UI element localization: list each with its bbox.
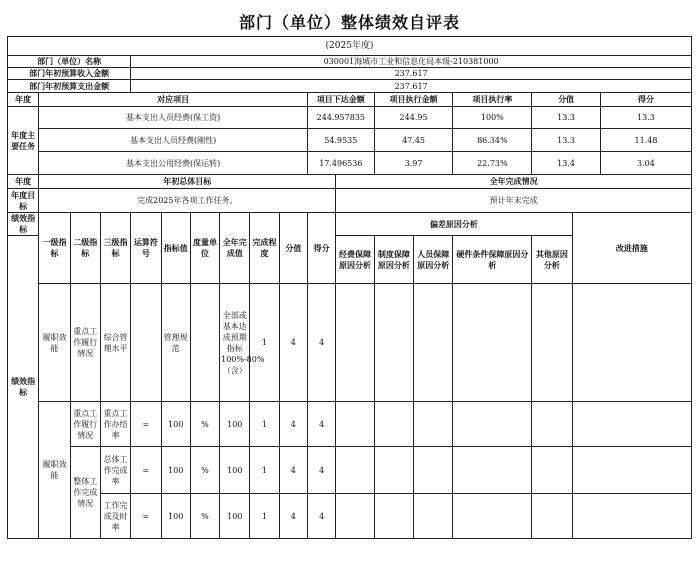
ind-index-value: 100 xyxy=(161,447,190,494)
ind-col-dev-system: 制度保障原因分析 xyxy=(374,236,413,284)
ind-dev-other xyxy=(532,402,572,447)
ind-col-dev-other: 其他原因分析 xyxy=(532,236,572,284)
ind-score: 4 xyxy=(307,402,335,447)
ind-col-level2: 二级指标 xyxy=(70,213,100,284)
ind-dev-system xyxy=(374,284,413,402)
ind-degree: 1 xyxy=(250,402,279,447)
tasks-col-score: 得分 xyxy=(600,93,691,107)
ind-dev-staff xyxy=(414,447,453,494)
ind-score: 4 xyxy=(307,284,335,402)
task-score: 13.3 xyxy=(600,107,691,129)
tasks-col-allocated: 项目下达金额 xyxy=(307,93,374,107)
ind-annual: 100 xyxy=(220,447,250,494)
ind-score-value: 4 xyxy=(279,447,307,494)
task-score: 11.48 xyxy=(600,129,691,152)
ind-score-value: 4 xyxy=(279,494,307,539)
ind-operator: = xyxy=(131,447,161,494)
tasks-year-label: 年度 xyxy=(8,93,39,107)
expense-label: 部门年初预算支出金额 xyxy=(8,80,131,93)
income-value: 237.617 xyxy=(131,68,692,80)
ind-measures xyxy=(572,284,691,402)
ind-dev-system xyxy=(374,402,413,447)
ind-level1: 履职效能 xyxy=(39,284,70,402)
ind-dev-hardware xyxy=(453,447,532,494)
ind-dev-funding xyxy=(336,402,374,447)
tasks-col-item: 对应项目 xyxy=(39,93,308,107)
ind-level2: 重点工作履行情况 xyxy=(70,284,100,402)
ind-index-value: 管理规范 xyxy=(161,284,190,402)
measures-header: 改进措施 xyxy=(572,213,691,284)
ind-unit: % xyxy=(190,447,219,494)
ind-col-annual: 全年完成值 xyxy=(220,213,250,284)
task-score-value: 13.4 xyxy=(532,152,601,175)
ind-unit: % xyxy=(190,402,219,447)
year-note: (2025年度) xyxy=(8,37,692,56)
ind-dev-system xyxy=(374,494,413,539)
task-executed: 244.95 xyxy=(374,107,453,129)
ind-operator: = xyxy=(131,494,161,539)
ind-level2: 重点工作履行情况 xyxy=(70,402,100,447)
task-allocated: 54.9535 xyxy=(307,129,374,152)
ind-col-level1: 一级指标 xyxy=(39,213,70,284)
task-rate: 22.73% xyxy=(453,152,532,175)
ind-dev-other xyxy=(532,284,572,402)
ind-col-dev-funding: 经费保障原因分析 xyxy=(336,236,374,284)
ind-col-score: 得分 xyxy=(307,213,335,284)
goals-completion-header: 全年完成情况 xyxy=(336,175,692,189)
page-title: 部门（单位）整体绩效自评表 xyxy=(238,13,460,32)
ind-dev-other xyxy=(532,447,572,494)
task-rate: 86.34% xyxy=(453,129,532,152)
ind-unit: % xyxy=(190,494,219,539)
ind-dev-funding xyxy=(336,284,374,402)
goals-year-label: 年度 xyxy=(8,175,39,189)
ind-dev-staff xyxy=(414,402,453,447)
ind-operator: = xyxy=(131,402,161,447)
income-label: 部门年初预算收入金额 xyxy=(8,68,131,80)
ind-degree: 1 xyxy=(250,447,279,494)
task-score: 3.04 xyxy=(600,152,691,175)
ind-score-value: 4 xyxy=(279,402,307,447)
ind-annual: 100 xyxy=(220,494,250,539)
ind-dev-hardware xyxy=(453,284,532,402)
ind-level3: 综合管理水平 xyxy=(100,284,130,402)
unit-name-label: 部门（单位）名称 xyxy=(8,56,131,68)
ind-measures xyxy=(572,447,691,494)
goals-completion-value: 预计年末完成 xyxy=(336,189,692,213)
ind-col-score-value: 分值 xyxy=(279,213,307,284)
ind-col-dev-staff: 人员保障原因分析 xyxy=(414,236,453,284)
task-executed: 47.45 xyxy=(374,129,453,152)
tasks-section-label: 年度主要任务 xyxy=(8,107,39,175)
ind-level3: 重点工作办结率 xyxy=(100,402,130,447)
ind-degree: 1 xyxy=(250,284,279,402)
task-score-value: 13.3 xyxy=(532,107,601,129)
goals-section-label: 年度目标 xyxy=(8,189,39,213)
task-rate: 100% xyxy=(453,107,532,129)
ind-col-operator: 运算符号 xyxy=(131,213,161,284)
ind-col-unit: 度量单位 xyxy=(190,213,219,284)
deviation-header: 偏差原因分析 xyxy=(336,213,572,236)
tasks-col-rate: 项目执行率 xyxy=(453,93,532,107)
ind-dev-staff xyxy=(414,284,453,402)
task-allocated: 17.496536 xyxy=(307,152,374,175)
ind-measures xyxy=(572,402,691,447)
task-item: 基本支出人员经费(刚性) xyxy=(39,129,308,152)
ind-score: 4 xyxy=(307,494,335,539)
ind-level3: 工作完成及时率 xyxy=(100,494,130,539)
ind-operator xyxy=(131,284,161,402)
tasks-col-score-value: 分值 xyxy=(532,93,601,107)
ind-measures xyxy=(572,494,691,539)
ind-dev-staff xyxy=(414,494,453,539)
task-item: 基本支出公用经费(保运转) xyxy=(39,152,308,175)
ind-col-dev-hardware: 硬件条件保障原因分析 xyxy=(453,236,532,284)
ind-unit xyxy=(190,284,219,402)
ind-index-value: 100 xyxy=(161,494,190,539)
ind-dev-other xyxy=(532,494,572,539)
ind-dev-funding xyxy=(336,447,374,494)
task-item: 基本支出人员经费(保工资) xyxy=(39,107,308,129)
tasks-col-executed: 项目执行金额 xyxy=(374,93,453,107)
ind-col-index-value: 指标值 xyxy=(161,213,190,284)
ind-level1: 履职效能 xyxy=(39,402,70,539)
expense-value: 237.617 xyxy=(131,80,692,93)
task-executed: 3.97 xyxy=(374,152,453,175)
ind-score: 4 xyxy=(307,447,335,494)
ind-dev-hardware xyxy=(453,402,532,447)
ind-degree: 1 xyxy=(250,494,279,539)
indicators-label-top: 绩效指标 xyxy=(8,213,39,236)
ind-col-degree: 完成程度 xyxy=(250,213,279,284)
indicators-label-side: 绩效指标 xyxy=(8,236,39,539)
ind-index-value: 100 xyxy=(161,402,190,447)
ind-level3: 总体工作完成率 xyxy=(100,447,130,494)
evaluation-table xyxy=(7,36,692,539)
ind-annual: 全部或基本达成预期指标100%-80%（含） xyxy=(220,284,250,402)
task-score-value: 13.3 xyxy=(532,129,601,152)
ind-annual: 100 xyxy=(220,402,250,447)
ind-col-level3: 三级指标 xyxy=(100,213,130,284)
ind-score-value: 4 xyxy=(279,284,307,402)
ind-dev-system xyxy=(374,447,413,494)
ind-dev-funding xyxy=(336,494,374,539)
ind-dev-hardware xyxy=(453,494,532,539)
unit-name-value: 030001海城市工业和信息化局本级-210381000 xyxy=(131,56,692,68)
task-allocated: 244.957835 xyxy=(307,107,374,129)
goals-overall-value: 完成2025年各项工作任务。 xyxy=(39,189,336,213)
ind-level2: 整体工作完成情况 xyxy=(70,447,100,539)
goals-overall-header: 年初总体目标 xyxy=(39,175,336,189)
